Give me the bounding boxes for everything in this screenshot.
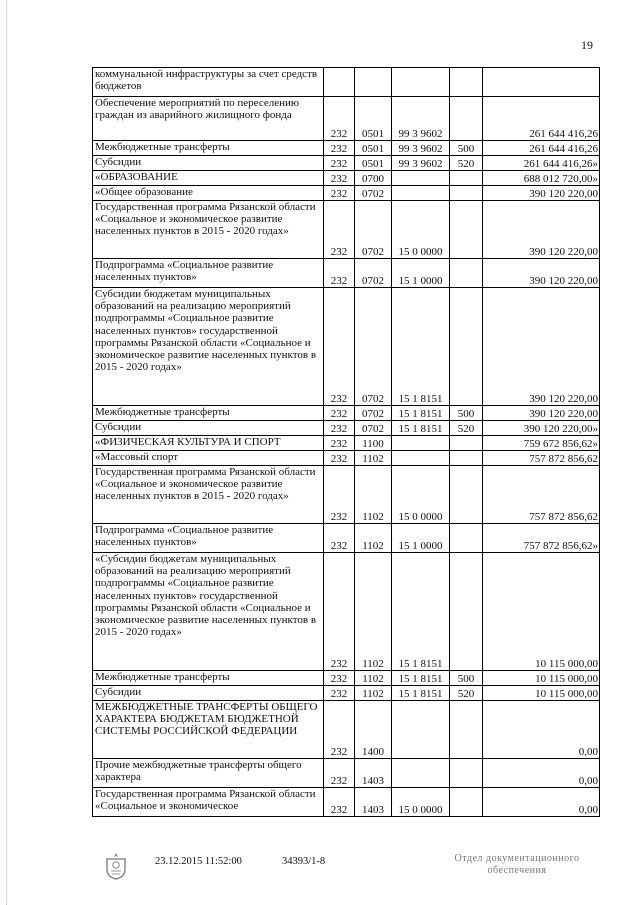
row-target-article [392, 759, 450, 788]
row-target-article: 15 0 0000 [392, 201, 450, 259]
row-target-article: 15 1 8151 [392, 686, 450, 701]
row-expense-type [450, 701, 483, 759]
row-section-code: 0501 [355, 156, 392, 171]
row-target-article: 15 0 0000 [392, 788, 450, 817]
row-amount: 10 115 000,00 [483, 553, 600, 671]
table-row [93, 436, 600, 451]
row-section-code [355, 68, 392, 97]
row-vedomstvo-code: 232 [324, 671, 355, 686]
table-row [93, 171, 600, 186]
row-target-article: 99 3 9602 [392, 97, 450, 141]
row-target-article [392, 171, 450, 186]
footer-department-stamp: Отдел документационного обеспечения [454, 853, 580, 876]
row-vedomstvo-code: 232 [324, 759, 355, 788]
row-name: Подпрограмма «Социальное развитие населенных пунктов» [93, 259, 324, 288]
row-expense-type [450, 186, 483, 201]
row-section-code: 0501 [355, 141, 392, 156]
row-amount: 757 872 856,62 [483, 451, 600, 466]
row-amount: 390 120 220,00 [483, 201, 600, 259]
row-amount: 390 120 220,00 [483, 406, 600, 421]
row-section-code: 0702 [355, 406, 392, 421]
row-name: Государственная программа Рязанской области «Социальное и экономическое [93, 788, 324, 817]
row-amount [483, 68, 600, 97]
table-row [93, 686, 600, 701]
table-row [93, 421, 600, 436]
row-section-code: 0702 [355, 201, 392, 259]
row-expense-type [450, 553, 483, 671]
row-expense-type: 520 [450, 686, 483, 701]
row-expense-type [450, 788, 483, 817]
row-name: Субсидии бюджетам муниципальных образований на реализацию мероприятий подпрограммы «Социальное развитие населенных пунктов» государственной программы Рязанской области «Социальное и экономическое развитие населенных пунктов в 2015 - 2020 годах» [93, 288, 324, 406]
row-target-article [392, 701, 450, 759]
row-target-article: 15 1 0000 [392, 524, 450, 553]
table-row [93, 406, 600, 421]
row-section-code: 0501 [355, 97, 392, 141]
row-vedomstvo-code: 232 [324, 141, 355, 156]
row-amount: 688 012 720,00» [483, 171, 600, 186]
row-expense-type: 500 [450, 671, 483, 686]
row-vedomstvo-code: 232 [324, 288, 355, 406]
row-vedomstvo-code: 232 [324, 553, 355, 671]
row-target-article: 15 1 8151 [392, 288, 450, 406]
row-vedomstvo-code: 232 [324, 701, 355, 759]
row-target-article [392, 68, 450, 97]
table-row [93, 259, 600, 288]
row-vedomstvo-code: 232 [324, 421, 355, 436]
row-name: «ОБРАЗОВАНИЕ [93, 171, 324, 186]
row-expense-type: 500 [450, 141, 483, 156]
table-row [93, 788, 600, 817]
row-expense-type: 500 [450, 406, 483, 421]
row-name: Межбюджетные трансферты [93, 406, 324, 421]
row-target-article: 99 3 9602 [392, 156, 450, 171]
row-amount: 261 644 416,26» [483, 156, 600, 171]
row-expense-type [450, 68, 483, 97]
table-row [93, 68, 600, 97]
row-section-code: 1102 [355, 671, 392, 686]
table-row [93, 466, 600, 524]
row-target-article: 15 1 8151 [392, 406, 450, 421]
row-amount: 0,00 [483, 788, 600, 817]
row-name: «Общее образование [93, 186, 324, 201]
row-section-code: 1100 [355, 436, 392, 451]
table-row [93, 156, 600, 171]
budget-table [92, 67, 600, 817]
row-amount: 0,00 [483, 701, 600, 759]
row-vedomstvo-code: 232 [324, 171, 355, 186]
row-expense-type [450, 524, 483, 553]
row-name: Субсидии [93, 156, 324, 171]
row-vedomstvo-code: 232 [324, 451, 355, 466]
row-target-article: 15 1 8151 [392, 421, 450, 436]
row-expense-type [450, 759, 483, 788]
table-row [93, 451, 600, 466]
row-expense-type [450, 97, 483, 141]
row-section-code: 1403 [355, 759, 392, 788]
row-target-article: 99 3 9602 [392, 141, 450, 156]
row-expense-type [450, 201, 483, 259]
row-name: Прочие межбюджетные трансферты общего характера [93, 759, 324, 788]
row-amount: 10 115 000,00 [483, 671, 600, 686]
row-vedomstvo-code: 232 [324, 201, 355, 259]
row-expense-type [450, 436, 483, 451]
row-vedomstvo-code: 232 [324, 186, 355, 201]
row-target-article [392, 186, 450, 201]
row-name: Подпрограмма «Социальное развитие населенных пунктов» [93, 524, 324, 553]
row-target-article: 15 1 0000 [392, 259, 450, 288]
row-expense-type [450, 259, 483, 288]
row-vedomstvo-code: 232 [324, 259, 355, 288]
row-section-code: 1102 [355, 553, 392, 671]
table-row [93, 97, 600, 141]
table-row [93, 671, 600, 686]
row-name: Субсидии [93, 686, 324, 701]
row-section-code: 0702 [355, 259, 392, 288]
row-vedomstvo-code: 232 [324, 788, 355, 817]
row-target-article: 15 0 0000 [392, 466, 450, 524]
row-vedomstvo-code: 232 [324, 466, 355, 524]
row-section-code: 0700 [355, 171, 392, 186]
row-name: Межбюджетные трансферты [93, 141, 324, 156]
row-name: Межбюджетные трансферты [93, 671, 324, 686]
table-row [93, 524, 600, 553]
row-target-article: 15 1 8151 [392, 671, 450, 686]
row-name: «Массовый спорт [93, 451, 324, 466]
row-vedomstvo-code: 232 [324, 406, 355, 421]
row-section-code: 1400 [355, 701, 392, 759]
row-amount: 10 115 000,00 [483, 686, 600, 701]
row-section-code: 1102 [355, 466, 392, 524]
row-amount: 390 120 220,00 [483, 186, 600, 201]
row-target-article [392, 436, 450, 451]
row-name: «Субсидии бюджетам муниципальных образований на реализацию мероприятий подпрограммы «Социальное развитие населенных пунктов» государственной программы Рязанской области «Социальное и экономическое развитие населенных пунктов в 2015 - 2020 годах» [93, 553, 324, 671]
coat-of-arms-seal-icon [103, 851, 129, 881]
row-name: Обеспечение мероприятий по переселению граждан из аварийного жилищного фонда [93, 97, 324, 141]
row-expense-type [450, 451, 483, 466]
row-amount: 759 672 856,62» [483, 436, 600, 451]
row-vedomstvo-code: 232 [324, 436, 355, 451]
row-vedomstvo-code: 232 [324, 686, 355, 701]
row-expense-type [450, 466, 483, 524]
row-name: Государственная программа Рязанской области «Социальное и экономическое развитие населенных пунктов в 2015 - 2020 годах» [93, 466, 324, 524]
row-section-code: 0702 [355, 186, 392, 201]
table-row [93, 141, 600, 156]
row-expense-type [450, 288, 483, 406]
row-amount: 390 120 220,00 [483, 288, 600, 406]
table-row [93, 701, 600, 759]
row-amount: 757 872 856,62 [483, 466, 600, 524]
scan-edge [0, 0, 7, 905]
table-row [93, 553, 600, 671]
footer-datetime: 23.12.2015 11:52:00 [155, 856, 242, 867]
row-section-code: 0702 [355, 421, 392, 436]
row-expense-type: 520 [450, 421, 483, 436]
row-section-code: 0702 [355, 288, 392, 406]
row-amount: 390 120 220,00» [483, 421, 600, 436]
row-vedomstvo-code [324, 68, 355, 97]
row-vedomstvo-code: 232 [324, 97, 355, 141]
row-amount: 261 644 416,26 [483, 141, 600, 156]
row-name: Субсидии [93, 421, 324, 436]
footer-doc-number: 34393/1-8 [282, 856, 326, 867]
row-section-code: 1403 [355, 788, 392, 817]
row-section-code: 1102 [355, 451, 392, 466]
row-amount: 390 120 220,00 [483, 259, 600, 288]
row-name: коммунальной инфраструктуры за счет средств бюджетов [93, 68, 324, 97]
row-vedomstvo-code: 232 [324, 156, 355, 171]
table-row [93, 288, 600, 406]
row-target-article [392, 451, 450, 466]
table-row [93, 201, 600, 259]
table-row [93, 186, 600, 201]
table-row [93, 759, 600, 788]
row-amount: 261 644 416,26 [483, 97, 600, 141]
row-section-code: 1102 [355, 686, 392, 701]
row-expense-type: 520 [450, 156, 483, 171]
row-vedomstvo-code: 232 [324, 524, 355, 553]
row-name: Государственная программа Рязанской области «Социальное и экономическое развитие населенных пунктов в 2015 - 2020 годах» [93, 201, 324, 259]
row-name: МЕЖБЮДЖЕТНЫЕ ТРАНСФЕРТЫ ОБЩЕГО ХАРАКТЕРА БЮДЖЕТАМ БЮДЖЕТНОЙ СИСТЕМЫ РОССИЙСКОЙ ФЕДЕРАЦИИ [93, 701, 324, 759]
page-number: 19 [581, 38, 593, 52]
row-amount: 0,00 [483, 759, 600, 788]
row-target-article: 15 1 8151 [392, 553, 450, 671]
row-expense-type [450, 171, 483, 186]
row-amount: 757 872 856,62» [483, 524, 600, 553]
row-name: «ФИЗИЧЕСКАЯ КУЛЬТУРА И СПОРТ [93, 436, 324, 451]
row-section-code: 1102 [355, 524, 392, 553]
